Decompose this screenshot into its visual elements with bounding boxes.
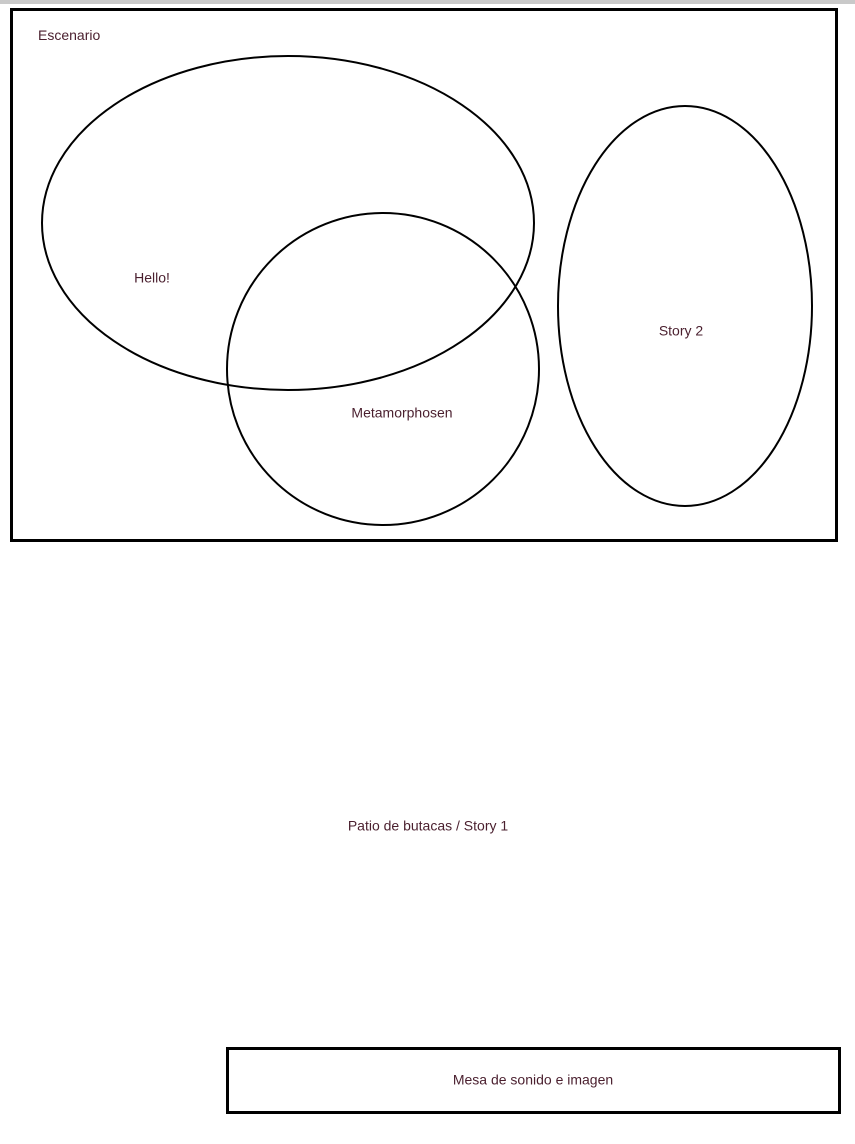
story2-zone-label: Story 2 (658, 322, 704, 339)
window-top-strip (0, 0, 855, 4)
stage-label: Escenario (38, 27, 101, 43)
hello-zone-label: Hello! (134, 269, 170, 286)
sound-desk-label: Mesa de sonido e imagen (452, 1071, 614, 1088)
metamorphosen-zone-label: Metamorphosen (351, 404, 453, 421)
audience-area-label: Patio de butacas / Story 1 (347, 817, 509, 834)
